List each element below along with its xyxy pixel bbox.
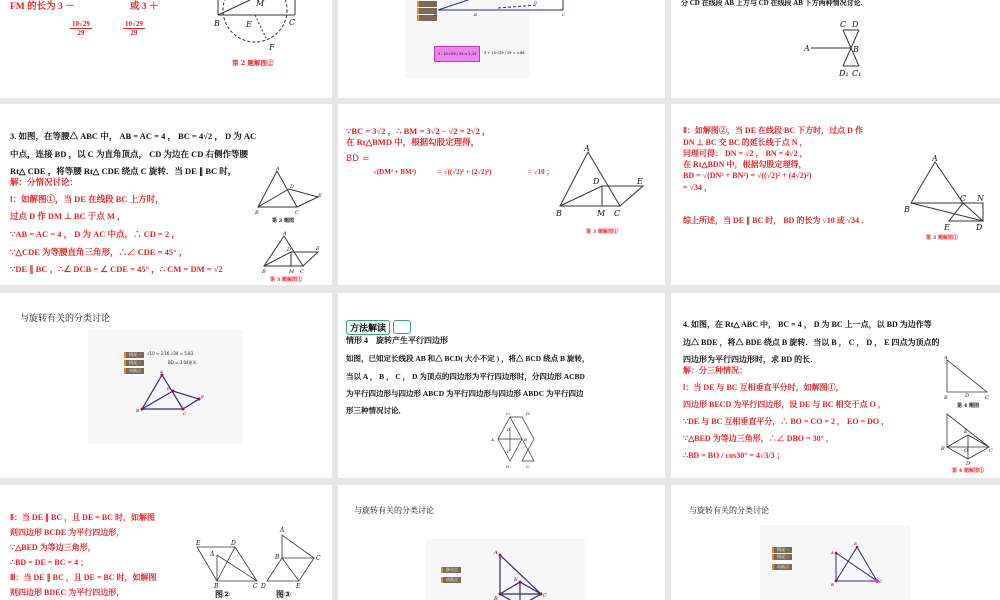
animate-button[interactable]: 动画点 (441, 577, 461, 583)
point-label: A (491, 437, 494, 442)
point-label: E (246, 20, 252, 29)
problem-line: 4. 如图，在 Rt△ ABC 中， BC = 4 ， D 为 BC 上一点，以 BD 为边作等 (683, 320, 932, 329)
figure-caption: 第 4 题图 (957, 403, 979, 409)
figure-caption: 第 4 题解图① (952, 468, 984, 474)
paragraph-line: 如图，已知定长线段 AB 和△ BCD( 大小不定 ) ，将△ BCD 绕点 B 旋转， (346, 354, 590, 363)
point-label: C (300, 269, 304, 275)
point-label: C (289, 18, 296, 27)
problem-line: 3. 如图，在等腰△ ABC 中， AB = AC = 4 ， BC = 4√2 ， D 为 AC (10, 131, 257, 141)
solution-line: = √34 ， (683, 183, 712, 192)
figure-hourglass (671, 0, 1000, 98)
point-label: B (434, 12, 437, 17)
point-label: B (136, 408, 139, 413)
point-label: C₁ (852, 69, 862, 78)
point-label: E (316, 246, 320, 252)
point-label: E (854, 541, 857, 546)
point-label: D (167, 386, 171, 391)
slide-thumbnail-2[interactable] (338, 0, 665, 98)
point-label: A (944, 355, 948, 361)
point-label: B (944, 395, 948, 401)
point-label: B (556, 209, 562, 218)
slide-thumbnail-10[interactable] (0, 485, 332, 600)
point-label: B (941, 446, 945, 452)
figure-caption: 第 3 题解图① (270, 277, 302, 283)
solution-line: 则四边形 BCDE 为平行四边形， (10, 528, 125, 537)
point-label: C (183, 411, 187, 416)
point-label: B (214, 583, 219, 590)
figure-circle (0, 0, 332, 98)
solution-line: 在 Rt△BDN 中，根据勾股定理得， (683, 160, 807, 169)
point-label: E (201, 394, 204, 399)
point-label: E (196, 540, 201, 547)
point-label: D (852, 20, 859, 29)
point-label: C (316, 555, 321, 562)
solution-line: 综上所述，当 DE ∥ BC 时， BD 的长为 √10 或 √34 ． (683, 216, 870, 225)
point-label: D (965, 393, 970, 399)
paragraph-line: 当以 A ， B ， C ， D 为顶点的四边形为平行四边形时，分四边形 ACBD (346, 372, 585, 381)
point-label: E (474, 12, 477, 17)
point-label: A (584, 144, 590, 153)
slide-thumbnail-8[interactable] (338, 293, 665, 478)
solution-line: ∴BD = DE = BC = 4 ； (10, 558, 89, 567)
case-two-button[interactable]: 情况二 (772, 554, 792, 560)
point-label: A (280, 527, 285, 534)
solution-line: ∴BD = BO / cos30° = 4√3/3 ； (683, 451, 785, 460)
figure-rotation-3 (671, 485, 1000, 600)
point-label: C (614, 209, 621, 218)
solution-line: 在 Rt△BMD 中，根据勾股定理得， (346, 137, 480, 147)
point-label: O (964, 448, 969, 454)
point-label: D (290, 184, 295, 190)
move-point-button[interactable]: 移动点 (441, 567, 461, 573)
point-label: C (562, 12, 566, 17)
figure-rotation-2 (338, 485, 665, 600)
point-label: C (985, 395, 989, 401)
solution-line: 解：分三种情况： (683, 366, 747, 375)
point-label: E (514, 577, 518, 583)
solution-line: ∵△BED 为等边三角形，∴∠ DBO = 30° ， (683, 434, 834, 443)
slide-thumbnail-5[interactable] (338, 104, 665, 285)
solution-line: DN ⊥ BC 交 BC 的延长线于点 N ， (683, 138, 808, 147)
solution-line: Ⅰ：如解图①，当 DE 在线段 BC 上方时， (10, 194, 164, 204)
solution-line: ∵DE ∥ BC ，∴∠ DCB = ∠ CDE = 45° ，∴ CM = DM = √2 (10, 264, 223, 274)
point-label: C (960, 194, 967, 203)
answer-text-b: 或 3 ＋ (130, 2, 159, 12)
figure-caption: 第 3 题图 (272, 218, 294, 224)
slide-thumbnail-3[interactable] (671, 0, 1000, 98)
point-label: D (593, 177, 600, 186)
point-label: C (879, 579, 883, 584)
point-label: A (210, 551, 215, 558)
point-label: D₁ (839, 69, 849, 78)
solution-line: ∵BC = 3√2 ，∴ BM = 3√2 − √2 = 2√2 ， (346, 126, 491, 136)
point-label: C (543, 593, 547, 599)
case-one-button[interactable]: 情况一 (124, 352, 144, 358)
figure-rotation (0, 293, 332, 478)
point-label: F (269, 43, 275, 52)
point-label: D₂ (526, 411, 531, 416)
point-label: D (966, 461, 971, 467)
point-label: E (318, 193, 322, 199)
fraction-2: $\frac{10√29}{29}$ (125, 20, 143, 37)
point-label: A (276, 166, 280, 172)
point-label: D (261, 583, 266, 590)
point-label: M (256, 0, 265, 8)
point-label: A (283, 231, 287, 237)
case-two-button[interactable]: 情况二 (124, 360, 144, 366)
result-box-minus: 3 - 10·√29 / 29 ≈ 1.14 (434, 46, 480, 62)
figure-caption: 图③ (276, 590, 291, 599)
paragraph-line: 为平行四边形与四边形 ABCD 为平行四边形与四边形 ABDC 为平行四边 (346, 389, 584, 398)
slide-thumbnail-7[interactable] (0, 293, 332, 478)
problem-line: 四边形为平行四边形时，求 BD 的长． (683, 355, 819, 364)
problem-line: 中点，连接 BD ，以 C 为直角顶点， CD 为边在 CD 右侧作等腰 (10, 149, 249, 159)
solution-line: 同理可得： DN = √2 ， BN = 4√2 ， (683, 149, 808, 158)
point-label: D (976, 223, 983, 232)
case-one-button[interactable]: 情况一 (772, 547, 792, 553)
answer-text-a: FM 的长为 3 － (10, 2, 75, 12)
slide-thumbnail-6[interactable] (671, 104, 1000, 285)
figure-caption: 第 3 题解图② (926, 235, 958, 241)
fraction-1: $\frac{10√29}{29}$ (72, 20, 90, 37)
figure-caption: 第 3 题解图① (586, 229, 618, 235)
point-label: B (275, 554, 280, 561)
figure-cases-2-3 (0, 485, 332, 600)
solution-line: BD = (346, 154, 370, 164)
point-label: D (534, 0, 538, 5)
measurement-readout: √10 ≈ 3.16 √34 ≈ 5.83 (147, 351, 194, 356)
slide-title: 与旋转有关的分类讨论 (20, 314, 111, 324)
solution-line: 则四边形 BDEC 为平行四边形， (10, 588, 125, 597)
point-label: E (296, 583, 301, 590)
slide-title: 与旋转有关的分类讨论 (689, 506, 769, 515)
method-tag: 方法解读 (346, 320, 390, 335)
solution-line: ∵AB = AC = 4 ， D 为 AC 中点，∴ CD = 2 ， (10, 229, 180, 239)
point-label: D (231, 540, 236, 547)
slide-title: 与旋转有关的分类讨论 (354, 506, 434, 515)
solution-line: 解：分情况讨论： (10, 177, 79, 187)
point-label: A (804, 44, 810, 53)
figure-solution-3-1 (338, 104, 665, 285)
solution-line: Ⅲ：当 DE ∥ BC ，且 DE = BC 时，如解图 (10, 573, 157, 582)
point-label: B (831, 582, 834, 587)
problem-line: Rt△ CDE ，将等腰 Rt△ CDE 绕点 C 旋转．当 DE ∥ BC 时， (10, 166, 237, 176)
animate-button[interactable]: 动画点 (772, 564, 792, 570)
solution-line: ∵△BED 为等边三角形， (10, 543, 96, 552)
point-label: E (637, 177, 643, 186)
point-label: D (287, 247, 292, 253)
point-label: C (295, 210, 299, 216)
point-label: A (160, 369, 163, 374)
point-label: B (904, 205, 910, 214)
point-label: N (977, 194, 984, 203)
point-label: B (255, 210, 259, 216)
figure-problem-4 (671, 293, 1000, 478)
figure-caption: 第 2 题解图② (232, 59, 274, 67)
point-label: C (840, 20, 847, 29)
solution-line: Ⅰ：当 DE 与 BC 互相垂直平分时，如解图①， (683, 383, 844, 392)
figure-parallelograms (338, 293, 665, 478)
problem-line: 边△ BDE ，将△ BDE 绕点 B 旋转．当以 B ， C ， D ， E 四点为顶点的 (683, 338, 940, 347)
solution-line: Ⅱ：如解图②，当 DE 在线段 BC 下方时，过点 D 作 (683, 126, 863, 135)
root-expression: = √10 ； (528, 168, 554, 176)
point-label: E (944, 223, 950, 232)
point-label: A (932, 154, 938, 163)
case-heading: 情形 4 旋转产生平行四边形 (346, 336, 448, 345)
discussion-text: 分 CD 在线段 AB 上方与 CD 在线段 AB 下方两种情况讨论. (681, 0, 863, 7)
point-label: C₁ (526, 464, 531, 469)
point-label: D (507, 427, 511, 432)
slide-thumbnail-4[interactable] (0, 104, 332, 285)
paragraph-line: 形三种情况讨论． (346, 406, 406, 415)
point-label: D₁ (506, 464, 511, 469)
point-label: C (253, 583, 258, 590)
point-label: A (831, 550, 834, 555)
point-label: E (964, 429, 968, 435)
measurement-readout: BD = 3.04厘米 (168, 360, 197, 365)
slide-thumbnail-12[interactable] (671, 485, 1000, 600)
slide-thumbnail-11[interactable] (338, 485, 665, 600)
solution-line: ∵△CDE 为等腰直角三角形，∴∠ CDE = 45° ， (10, 247, 188, 257)
point-label: M (289, 269, 295, 275)
solution-line: BD = √(DN² + BN²) = √((√2)² + (4√2)²) (683, 171, 812, 180)
point-label: M (597, 209, 606, 218)
point-label: B (524, 437, 527, 442)
root-expression: √(DM² + BM²) (373, 168, 417, 176)
animate-button[interactable]: 动画点 (124, 368, 144, 374)
point-label: C (507, 449, 511, 454)
point-label: C₂ (506, 411, 511, 416)
point-label: B (494, 596, 498, 600)
result-text-plus: 3 + 10·√29 / 29 ≈ 4.86 (484, 51, 525, 55)
figure-solution-3-2 (671, 104, 1000, 285)
point-label: B (853, 45, 859, 54)
point-label: B (262, 269, 266, 275)
slide-thumbnail-9[interactable] (671, 293, 1000, 478)
root-expression: = √((√2)² + (2√2)²) (438, 168, 492, 176)
solution-line: 过点 D 作 DM ⊥ BC 于点 M ， (10, 211, 126, 221)
solution-line: 四边形 BECD 为平行四边形，设 DE 与 BC 相交于点 O ， (683, 400, 886, 409)
solution-line: Ⅱ：当 DE ∥ BC ，且 DE = BC 时，如解图 (10, 513, 155, 522)
solution-line: ∵DE 与 BC 互相垂直平分，∴ BO = CO = 2 ， EO = DO ， (683, 417, 890, 426)
slide-thumbnail-1[interactable] (0, 0, 332, 98)
point-label: C (989, 448, 993, 454)
figure-caption: 图② (215, 590, 230, 599)
point-label: A (494, 550, 498, 556)
point-label: B (214, 19, 220, 28)
figure-problem-3 (0, 104, 332, 285)
